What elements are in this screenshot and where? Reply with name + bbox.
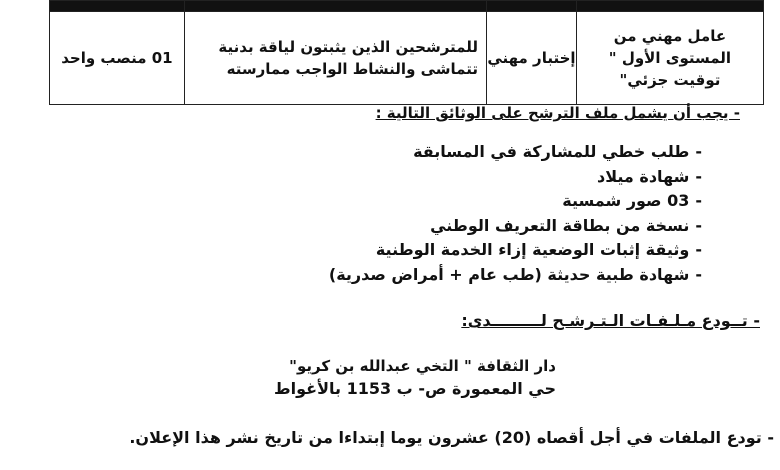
deposit-heading	[461, 311, 760, 330]
table-header-row-cropped	[50, 1, 764, 12]
position-line: عامل مهني من	[613, 27, 727, 45]
deadline-note: - تودع الملفات في أجل أقصاه (20) عشرون يوما إبتداءا من تاريخ نشر هذا الإعلان.	[129, 428, 774, 447]
documents-heading: - يجب أن يشمل ملف الترشح على الوثائق التالية :	[375, 104, 740, 122]
position-line: توقيت جزئي"	[619, 71, 721, 89]
table-row	[50, 12, 764, 105]
address-block	[274, 355, 556, 400]
address-line: حي المعمورة ص- ب 1153 بالأغواط	[274, 379, 556, 398]
conditions-line: للمترشحين الذين يثبتون لياقة بدنية	[218, 38, 478, 56]
list-item: -وثيقة إثبات الوضعية إزاء الخدمة الوطنية	[375, 240, 702, 259]
method-cell: إختبار مهني	[487, 12, 577, 105]
conditions-line: تتماشى والنشاط الواجب ممارسته	[226, 60, 478, 78]
address-line: دار الثقافة " التخي عبدالله بن كريو"	[289, 357, 556, 375]
list-item: -نسخة من بطاقة التعريف الوطني	[430, 215, 702, 235]
list-item: -طلب خطي للمشاركة في المسابقة	[413, 142, 702, 161]
list-item: -شهادة ميلاد	[597, 166, 702, 186]
documents-list	[329, 140, 702, 287]
conditions-cell	[184, 12, 486, 105]
list-item: -شهادة طبية حديثة (طب عام + أمراض صدرية)	[328, 264, 702, 284]
position-line: المستوى الأول "	[608, 49, 732, 67]
count-cell: 01 منصب واحد	[50, 12, 185, 105]
deposit-title: - تــودع مـلـفـات الـتـرشـح لـــــــــدى:	[461, 311, 760, 330]
list-item: -03 صور شمسية	[562, 191, 702, 210]
position-cell	[576, 12, 763, 105]
positions-table	[49, 0, 764, 105]
